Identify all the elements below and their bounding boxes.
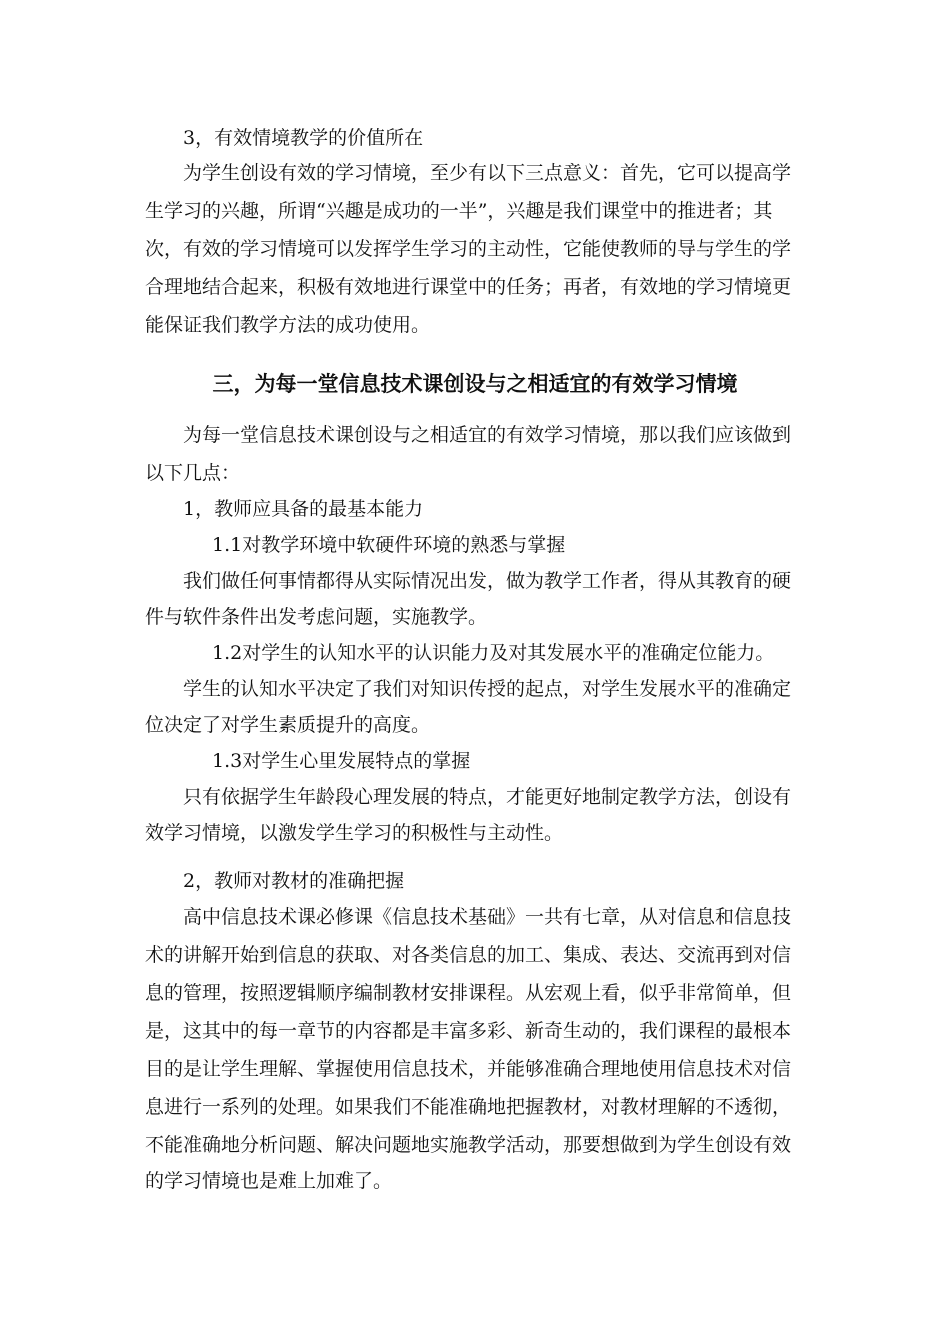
paragraph-line: 术的讲解开始到信息的获取、对各类信息的加工、集成、表达、交流再到对信 bbox=[145, 944, 792, 966]
paragraph-line: 息进行一系列的处理。如果我们不能准确地把握教材，对教材理解的不透彻， bbox=[145, 1096, 792, 1118]
paragraph-line: 能保证我们教学方法的成功使用。 bbox=[145, 314, 431, 336]
paragraph-line: 是，这其中的每一章节的内容都是丰富多彩、新奇生动的，我们课程的最根本 bbox=[145, 1020, 792, 1042]
paragraph-line: 不能准确地分析问题、解决问题地实施教学活动，那要想做到为学生创设有效 bbox=[145, 1134, 792, 1156]
paragraph-line: 件与软件条件出发考虑问题，实施教学。 bbox=[145, 606, 488, 628]
section-heading bbox=[0, 368, 950, 400]
paragraph-line: 合理地结合起来，积极有效地进行课堂中的任务；再者，有效地的学习情境更 bbox=[145, 276, 792, 298]
paragraph-line: 生学习的兴趣，所谓“兴趣是成功的一半”，兴趣是我们课堂中的推进者；其 bbox=[145, 200, 773, 222]
item3-title: 3，有效情境教学的价值所在 bbox=[183, 127, 424, 149]
paragraph-line: 学生的认知水平决定了我们对知识传授的起点，对学生发展水平的准确定 bbox=[183, 678, 792, 700]
paragraph-line: 为学生创设有效的学习情境，至少有以下三点意义：首先，它可以提高学 bbox=[183, 162, 792, 184]
paragraph-line: 以下几点： bbox=[145, 462, 241, 484]
section-heading-text: 三，为每一堂信息技术课创设与之相适宜的有效学习情境 bbox=[212, 372, 738, 396]
paragraph-line: 高中信息技术课必修课《信息技术基础》一共有七章，从对信息和信息技 bbox=[183, 906, 792, 928]
item1-2-title: 1.2对学生的认知水平的认识能力及对其发展水平的准确定位能力。 bbox=[212, 642, 775, 664]
paragraph-line: 为每一堂信息技术课创设与之相适宜的有效学习情境，那以我们应该做到 bbox=[183, 424, 792, 446]
paragraph-line: 次，有效的学习情境可以发挥学生学习的主动性，它能使教师的导与学生的学 bbox=[145, 238, 792, 260]
paragraph-line: 目的是让学生理解、掌握使用信息技术，并能够准确合理地使用信息技术对信 bbox=[145, 1058, 792, 1080]
item1-1-title: 1.1对教学环境中软硬件环境的熟悉与掌握 bbox=[212, 534, 566, 556]
paragraph-line: 的学习情境也是难上加难了。 bbox=[145, 1170, 393, 1192]
item1-title: 1，教师应具备的最基本能力 bbox=[183, 498, 424, 520]
item1-3-title: 1.3对学生心里发展特点的掌握 bbox=[212, 750, 471, 772]
paragraph-line: 我们做任何事情都得从实际情况出发，做为教学工作者，得从其教育的硬 bbox=[183, 570, 792, 592]
item2-title: 2，教师对教材的准确把握 bbox=[183, 870, 405, 892]
paragraph-line: 效学习情境，以激发学生学习的积极性与主动性。 bbox=[145, 822, 564, 844]
paragraph-line: 只有依据学生年龄段心理发展的特点，才能更好地制定教学方法，创设有 bbox=[183, 786, 792, 808]
paragraph-line: 息的管理，按照逻辑顺序编制教材安排课程。从宏观上看，似乎非常简单，但 bbox=[145, 982, 792, 1004]
paragraph-line: 位决定了对学生素质提升的高度。 bbox=[145, 714, 431, 736]
